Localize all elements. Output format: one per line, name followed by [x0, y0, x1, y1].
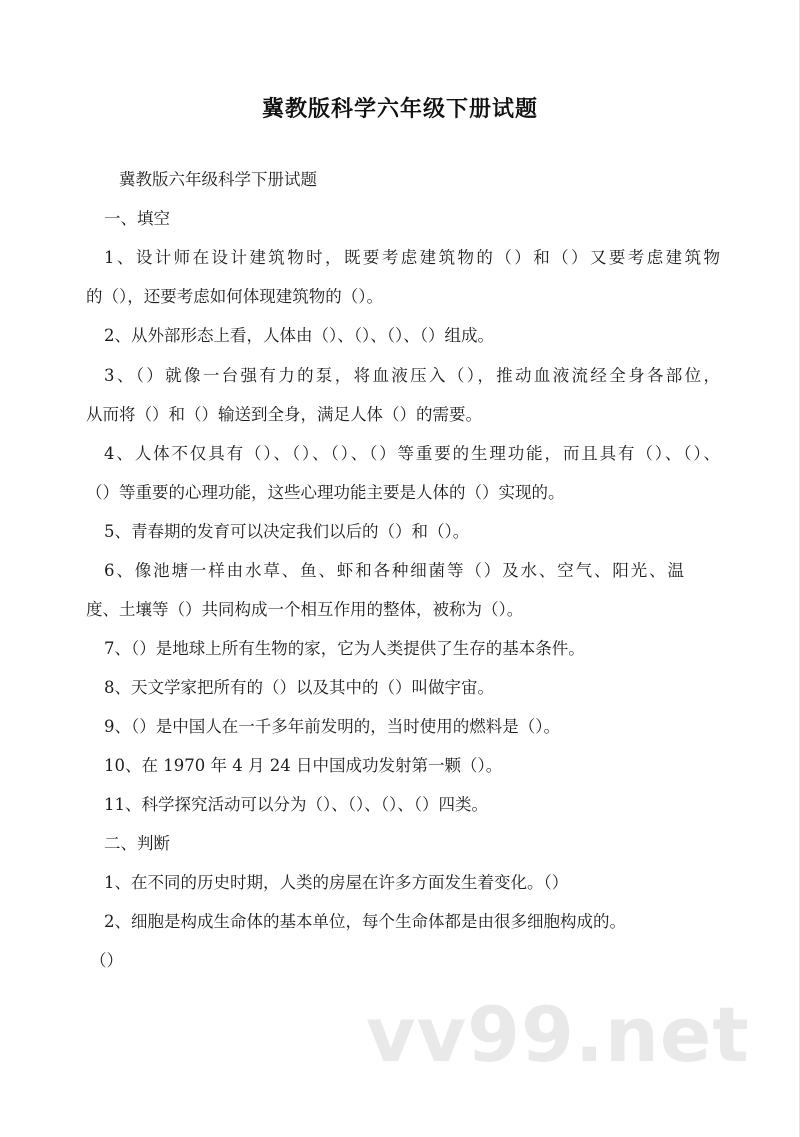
subtitle: 冀教版六年级科学下册试题	[119, 170, 317, 189]
question-6-line-2: 度、土壤等（）共同构成一个相互作用的整体，被称为（）。	[86, 600, 524, 619]
judge-question-1: 1、在不同的历史时期，人类的房屋在许多方面发生着变化。（）	[104, 873, 569, 892]
question-6-line-1: 6、像池塘一样由水草、鱼、虾和各种细菌等（）及水、空气、阳光、温	[104, 561, 684, 580]
question-8: 8、天文学家把所有的（）以及其中的（）叫做宇宙。	[104, 678, 494, 697]
judge-question-2-line-1: 2、细胞是构成生命体的基本单位，每个生命体都是由很多细胞构成的。	[104, 912, 626, 931]
question-9: 9、（）是中国人在一千多年前发明的，当时使用的燃料是（）。	[104, 717, 560, 736]
judge-question-2-line-2: （）	[90, 951, 123, 970]
section-heading-fill: 一、填空	[104, 209, 170, 228]
question-1-line-2: 的（），还要考虑如何体现建筑物的（）。	[86, 287, 383, 306]
question-10: 10、在 1970 年 4 月 24 日中国成功发射第一颗（）。	[104, 756, 503, 775]
page-title: 冀教版科学六年级下册试题	[261, 97, 538, 122]
question-4-line-1: 4、人体不仅具有（）、（）、（）、（）等重要的生理功能，而且具有（）、（）、	[104, 444, 720, 463]
question-1-line-1: 1、设计师在设计建筑物时，既要考虑建筑物的（）和（）又要考虑建筑物	[104, 248, 720, 267]
question-5: 5、青春期的发育可以决定我们以后的（）和（）。	[104, 522, 470, 541]
section-heading-judge: 二、判断	[104, 834, 170, 853]
question-3-line-2: 从而将（）和（）输送到全身，满足人体（）的需要。	[86, 405, 482, 424]
question-2: 2、从外部形态上看，人体由（）、（）、（）、（）组成。	[104, 326, 494, 345]
question-11: 11、科学探究活动可以分为（）、（）、（）、（）四类。	[104, 795, 488, 814]
watermark: vv99.net	[366, 990, 750, 1079]
question-3-line-1: 3、（）就像一台强有力的泵，将血液压入（），推动血液流经全身各部位，	[104, 366, 720, 385]
question-7: 7、（）是地球上所有生物的家，它为人类提供了生存的基本条件。	[104, 639, 585, 658]
question-4-line-2: （）等重要的心理功能，这些心理功能主要是人体的（）实现的。	[86, 483, 565, 502]
